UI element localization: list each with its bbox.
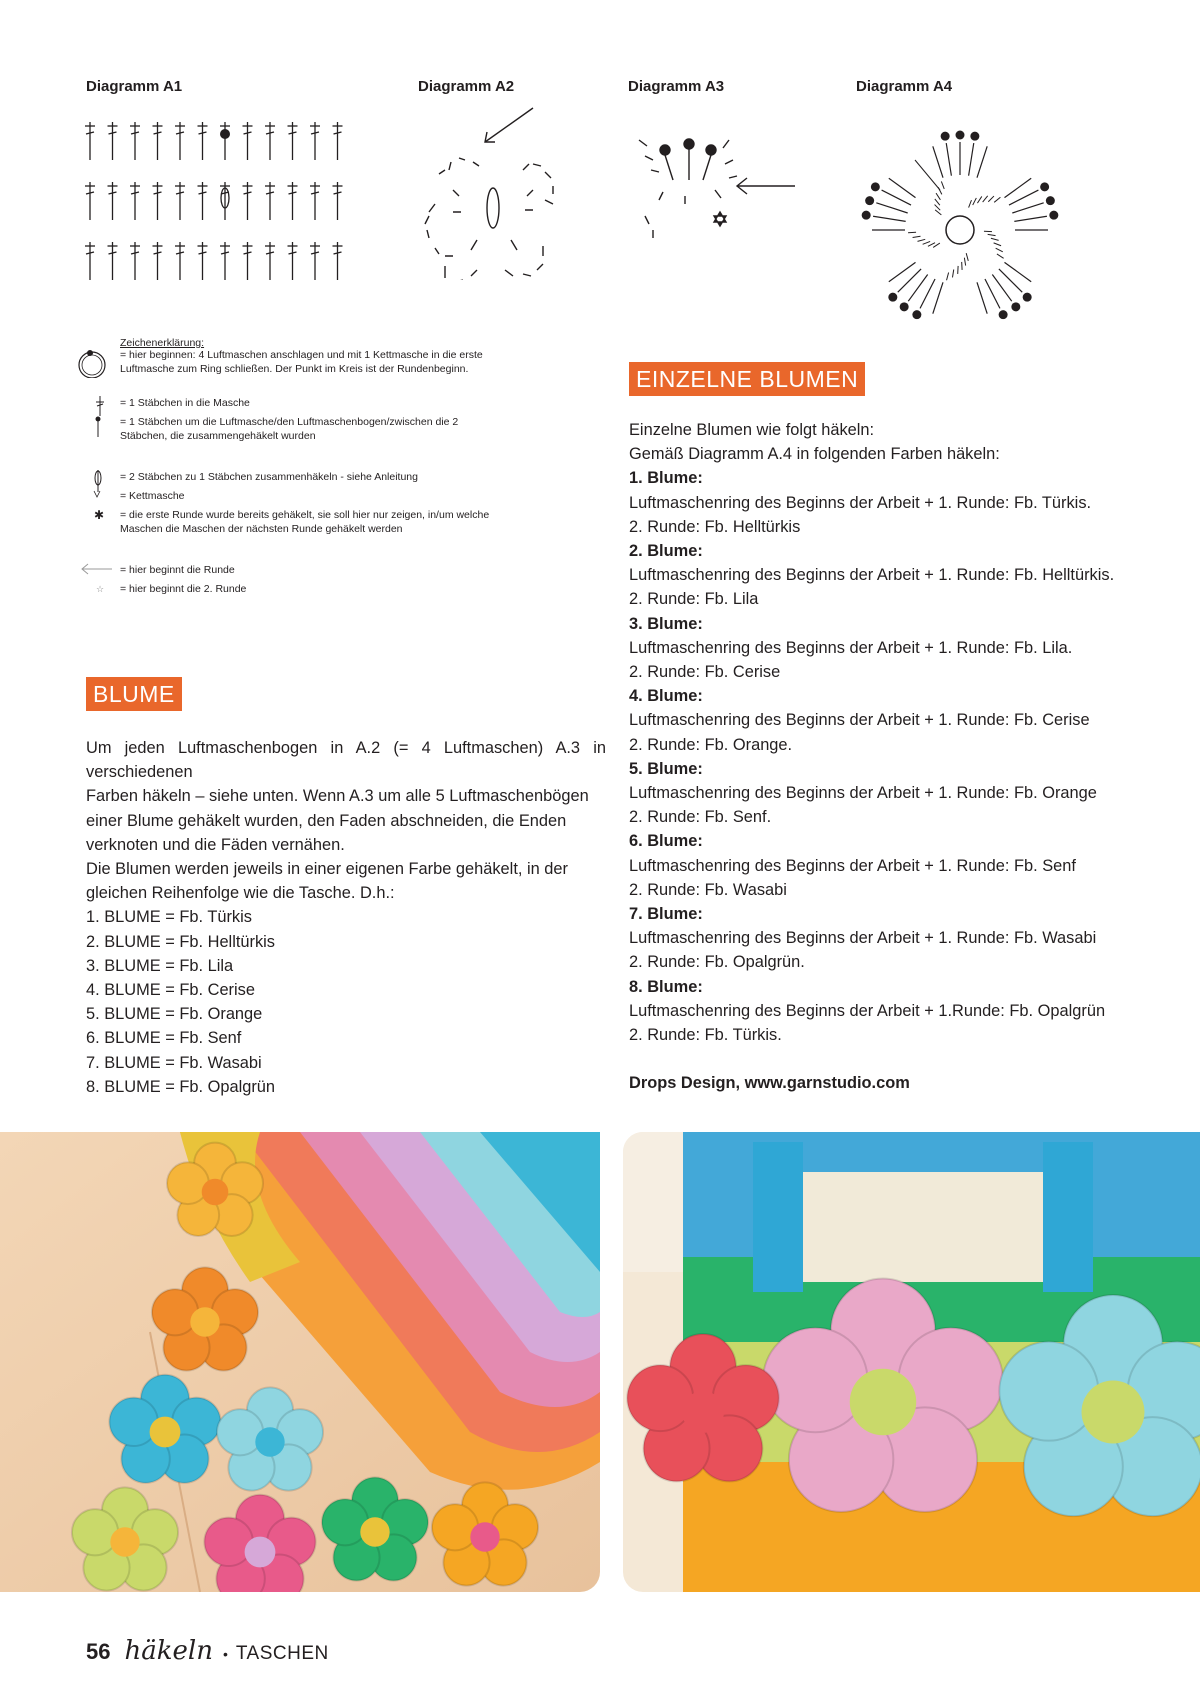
treble-stitch-symbol bbox=[198, 122, 208, 160]
blume-list-item: 6. BLUME = Fb. Senf bbox=[86, 1029, 242, 1048]
flower-line: Luftmaschenring des Beginns der Arbeit + 1. Runde: Fb. Orange bbox=[629, 784, 1097, 803]
stitch-line bbox=[889, 178, 916, 197]
treble-stitch-symbol bbox=[198, 242, 208, 280]
treble-stitch-symbol bbox=[310, 182, 320, 220]
treble-stitch-symbol bbox=[130, 122, 140, 160]
treble-stitch-symbol bbox=[265, 122, 275, 160]
blume-list-item: 7. BLUME = Fb. Wasabi bbox=[86, 1053, 262, 1072]
chain-dash bbox=[997, 254, 1004, 258]
stitch-dot bbox=[956, 131, 965, 140]
flower-line: Luftmaschenring des Beginns der Arbeit + 1.Runde: Fb. Opalgrün bbox=[629, 1001, 1106, 1020]
flower-line: 2. Runde: Fb. Cerise bbox=[629, 663, 781, 682]
stitch-line bbox=[1009, 190, 1038, 205]
legend-text-round-start: = hier beginnt die Runde bbox=[120, 564, 235, 576]
stitch-dot bbox=[865, 196, 874, 205]
einzelne-body bbox=[629, 418, 1149, 1095]
legend-title: Zeichenerklärung: bbox=[120, 337, 205, 349]
diagram-a3 bbox=[625, 120, 805, 260]
photo-bag-closeup bbox=[623, 1132, 1200, 1592]
blume-paragraph-2: Farben häkeln – siehe unten. Wenn A.3 um alle 5 Luftmaschenbögen einer Blume gehäkelt wurden, den Faden abschneiden, die Enden verknoten und die Fäden vernähen. bbox=[86, 787, 589, 854]
treble-stitch-symbol bbox=[175, 182, 185, 220]
flower-line: 2. Runde: Fb. Lila bbox=[629, 590, 759, 609]
flower-line: 2. Runde: Fb. Türkis. bbox=[629, 1026, 782, 1045]
svg-text:✱: ✱ bbox=[94, 508, 105, 522]
stitch-dot bbox=[941, 132, 950, 141]
stitch-dot bbox=[900, 302, 909, 311]
flower-title: 1. Blume: bbox=[629, 469, 703, 488]
treble-stitch-symbol bbox=[220, 182, 230, 220]
treble-stitch-symbol bbox=[108, 242, 118, 280]
diagram-a2-title: Diagramm A2 bbox=[418, 78, 515, 95]
stitch-line bbox=[873, 216, 906, 221]
diagram-a2 bbox=[415, 100, 575, 280]
diagram-a1-graphic bbox=[80, 122, 360, 292]
start-dot bbox=[220, 129, 230, 139]
flower-line: Luftmaschenring des Beginns der Arbeit + 1. Runde: Fb. Lila. bbox=[629, 638, 1073, 657]
treble-stitch-symbol bbox=[175, 242, 185, 280]
flower-line: 2. Runde: Fb. Orange. bbox=[629, 735, 793, 754]
treble-stitch-symbol bbox=[108, 182, 118, 220]
treble-around-icon bbox=[72, 415, 112, 445]
treble-stitch-symbol bbox=[85, 242, 95, 280]
einzelne-intro-1: Einzelne Blumen wie folgt häkeln: bbox=[629, 421, 875, 439]
footer bbox=[86, 1636, 329, 1666]
stitch-line bbox=[920, 279, 935, 308]
stitch-dot bbox=[1046, 196, 1055, 205]
stitch-line bbox=[1012, 203, 1043, 213]
flower-line: 2. Runde: Fb. Opalgrün. bbox=[629, 953, 805, 972]
stitch-dot bbox=[1023, 293, 1032, 302]
stitch-dot bbox=[1011, 302, 1020, 311]
diagram-a2-graphic bbox=[415, 100, 575, 280]
stitch-dot bbox=[862, 211, 871, 220]
legend-text-slipstitch: = Kettmasche bbox=[120, 490, 185, 502]
chain-dash bbox=[928, 243, 935, 247]
stitch-line bbox=[933, 282, 943, 313]
chain-dash bbox=[935, 199, 940, 205]
diagram-a4-title: Diagramm A4 bbox=[856, 78, 953, 95]
blume-heading: BLUME bbox=[86, 677, 182, 711]
diagram-a1 bbox=[80, 122, 360, 292]
svg-text:☆: ☆ bbox=[96, 585, 105, 595]
flower-line: 2. Runde: Fb. Senf. bbox=[629, 808, 772, 827]
treble-stitch-symbol bbox=[130, 182, 140, 220]
blume-list-item: 8. BLUME = Fb. Opalgrün bbox=[86, 1077, 276, 1096]
chain-dash bbox=[977, 196, 981, 203]
chain-dash bbox=[994, 243, 1001, 246]
chain-dash bbox=[917, 239, 925, 241]
flower-title: 7. Blume: bbox=[629, 905, 703, 924]
stitch-line bbox=[1014, 216, 1047, 221]
flower-line: Luftmaschenring des Beginns der Arbeit + 1. Runde: Fb. Senf bbox=[629, 856, 1076, 875]
magic-ring-icon bbox=[72, 348, 112, 378]
diagram-a4-graphic bbox=[845, 125, 1075, 335]
treble-stitch-symbol bbox=[153, 122, 163, 160]
chain-dash bbox=[996, 248, 1003, 252]
stitch-dot bbox=[912, 310, 921, 319]
treble-stitch-symbol bbox=[310, 242, 320, 280]
blume-list-item: 5. BLUME = Fb. Orange bbox=[86, 1005, 263, 1024]
flower-line: 2. Runde: Fb. Helltürkis bbox=[629, 517, 801, 536]
chain-dash bbox=[973, 198, 977, 205]
stitch-dot bbox=[1049, 211, 1058, 220]
einzelne-heading: EINZELNE BLUMEN bbox=[629, 362, 865, 396]
start-arrow bbox=[915, 160, 940, 190]
blume-list-item: 4. BLUME = Fb. Cerise bbox=[86, 981, 255, 1000]
chain-dash bbox=[983, 196, 988, 202]
stitch-line bbox=[969, 143, 974, 176]
chain-dash bbox=[936, 193, 940, 200]
chain-dash bbox=[952, 270, 953, 278]
chain-dash bbox=[988, 234, 996, 235]
page-number: 56 bbox=[86, 1639, 111, 1664]
treble-stitch-symbol bbox=[288, 242, 298, 280]
flower-title: 3. Blume: bbox=[629, 614, 703, 633]
stitch-line bbox=[876, 203, 907, 213]
chain-dash bbox=[947, 273, 949, 281]
chain-dash bbox=[994, 197, 1000, 202]
footer-section: TASCHEN bbox=[235, 1643, 329, 1664]
treble-stitch-symbol bbox=[198, 182, 208, 220]
photo-bag-flowers-graphic bbox=[0, 1132, 600, 1592]
stitch-line bbox=[946, 143, 951, 176]
legend-text-decrease: = 2 Stäbchen zu 1 Stäbchen zusammenhäkeln - siehe Anleitung bbox=[120, 471, 418, 483]
blume-list-item: 2. BLUME = Fb. Helltürkis bbox=[86, 932, 276, 951]
chain-dash bbox=[991, 238, 999, 240]
stitch-line bbox=[1004, 178, 1031, 197]
treble-stitch-symbol bbox=[85, 122, 95, 160]
outline-star-icon bbox=[72, 582, 112, 612]
diagram-a3-title: Diagramm A3 bbox=[628, 78, 725, 95]
stitch-dot bbox=[871, 182, 880, 191]
center-ring bbox=[946, 216, 974, 244]
photo-bag-closeup-graphic bbox=[623, 1132, 1200, 1592]
treble-stitch-symbol bbox=[243, 242, 253, 280]
stitch-dot bbox=[1040, 182, 1049, 191]
stitch-line bbox=[933, 146, 943, 177]
treble-stitch-symbol bbox=[333, 182, 343, 220]
flower-title: 6. Blume: bbox=[629, 832, 703, 851]
treble-stitch-symbol bbox=[220, 242, 230, 280]
chain-dash bbox=[941, 181, 944, 188]
chain-dash bbox=[966, 253, 968, 261]
flower-line: Luftmaschenring des Beginns der Arbeit + 1. Runde: Fb. Wasabi bbox=[629, 929, 1097, 948]
flower-line: Luftmaschenring des Beginns der Arbeit + 1. Runde: Fb. Cerise bbox=[629, 711, 1090, 730]
treble-stitch-symbol bbox=[243, 182, 253, 220]
chain-dash bbox=[933, 243, 940, 247]
flower-title: 4. Blume: bbox=[629, 687, 703, 706]
chain-dash bbox=[935, 210, 941, 215]
treble-stitch-symbol bbox=[153, 242, 163, 280]
chain-dash bbox=[964, 258, 965, 266]
treble-stitch-symbol bbox=[220, 122, 230, 160]
blume-intro: Um jeden Luftmaschenbogen in A.2 (= 4 Luftmaschen) A.3 in verschiedenen bbox=[86, 739, 606, 782]
treble-stitch-symbol bbox=[288, 122, 298, 160]
flower-title: 2. Blume: bbox=[629, 542, 703, 561]
treble-stitch-symbol bbox=[243, 122, 253, 160]
star-icon bbox=[72, 508, 112, 538]
legend-text-round2: = hier beginnt die 2. Runde bbox=[120, 583, 247, 595]
flower-line: 2. Runde: Fb. Wasabi bbox=[629, 880, 787, 899]
treble-stitch-symbol bbox=[333, 242, 343, 280]
treble-stitch-symbol bbox=[288, 182, 298, 220]
magazine-brand: häkeln bbox=[124, 1636, 213, 1666]
treble-stitch-symbol bbox=[175, 122, 185, 160]
legend-text-treble-around: = 1 Stäbchen um die Luftmasche/den Luftmaschenbogen/zwischen die 2 Stäbchen, die zusammengehäkelt wurden bbox=[120, 416, 459, 442]
legend-text-start: = hier beginnen: 4 Luftmaschen anschlagen und mit 1 Kettmasche in die erste Luftmasche zum Ring schließen. Der Punkt im Kreis ist der Rundenbeginn. bbox=[120, 349, 483, 375]
chain-dash bbox=[935, 205, 941, 211]
chain-dash bbox=[969, 200, 972, 207]
blume-list-item: 1. BLUME = Fb. Türkis bbox=[86, 908, 252, 927]
treble-stitch-symbol bbox=[333, 122, 343, 160]
treble-stitch-symbol bbox=[85, 182, 95, 220]
blume-list-item: 3. BLUME = Fb. Lila bbox=[86, 956, 234, 975]
treble-stitch-symbol bbox=[310, 122, 320, 160]
chain-dash bbox=[913, 236, 921, 237]
flower-title: 8. Blume: bbox=[629, 977, 703, 996]
blume-body bbox=[86, 736, 606, 1099]
flower-title: 5. Blume: bbox=[629, 759, 703, 778]
treble-stitch-symbol bbox=[265, 242, 275, 280]
stitch-line bbox=[977, 146, 987, 177]
blume-paragraph-3: Die Blumen werden jeweils in einer eigenen Farbe gehäkelt, in der gleichen Reihenfolge wie die Tasche. D.h.: bbox=[86, 860, 568, 903]
treble-stitch-symbol bbox=[130, 242, 140, 280]
flower-line: Luftmaschenring des Beginns der Arbeit + 1. Runde: Fb. Türkis. bbox=[629, 493, 1092, 512]
treble-stitch-symbol bbox=[265, 182, 275, 220]
diagram-a1-title: Diagramm A1 bbox=[86, 78, 183, 95]
stitch-dot bbox=[888, 293, 897, 302]
footer-separator: • bbox=[222, 1646, 228, 1662]
legend-text-first-round: = die erste Runde wurde bereits gehäkelt, sie soll hier nur zeigen, in/um welche Maschen die Maschen der nächsten Runde gehäkelt werden bbox=[120, 509, 490, 535]
stitch-line bbox=[985, 279, 1000, 308]
stitch-dot bbox=[999, 310, 1008, 319]
stitch-dot bbox=[970, 132, 979, 141]
einzelne-intro-2: Gemäß Diagramm A.4 in folgenden Farben häkeln: bbox=[629, 445, 1000, 464]
treble-stitch-symbol bbox=[108, 122, 118, 160]
stitch-line bbox=[882, 190, 911, 205]
chain-dash bbox=[988, 196, 994, 202]
credit: Drops Design, www.garnstudio.com bbox=[629, 1074, 910, 1093]
photo-bag-flowers bbox=[0, 1132, 600, 1592]
flower-line: Luftmaschenring des Beginns der Arbeit + 1. Runde: Fb. Helltürkis. bbox=[629, 566, 1115, 585]
diagram-a4 bbox=[845, 125, 1075, 335]
treble-stitch-symbol bbox=[153, 182, 163, 220]
stitch-line bbox=[977, 282, 987, 313]
legend-text-treble: = 1 Stäbchen in die Masche bbox=[120, 397, 250, 409]
diagram-a3-graphic bbox=[625, 120, 805, 260]
chain-dash bbox=[923, 241, 930, 244]
